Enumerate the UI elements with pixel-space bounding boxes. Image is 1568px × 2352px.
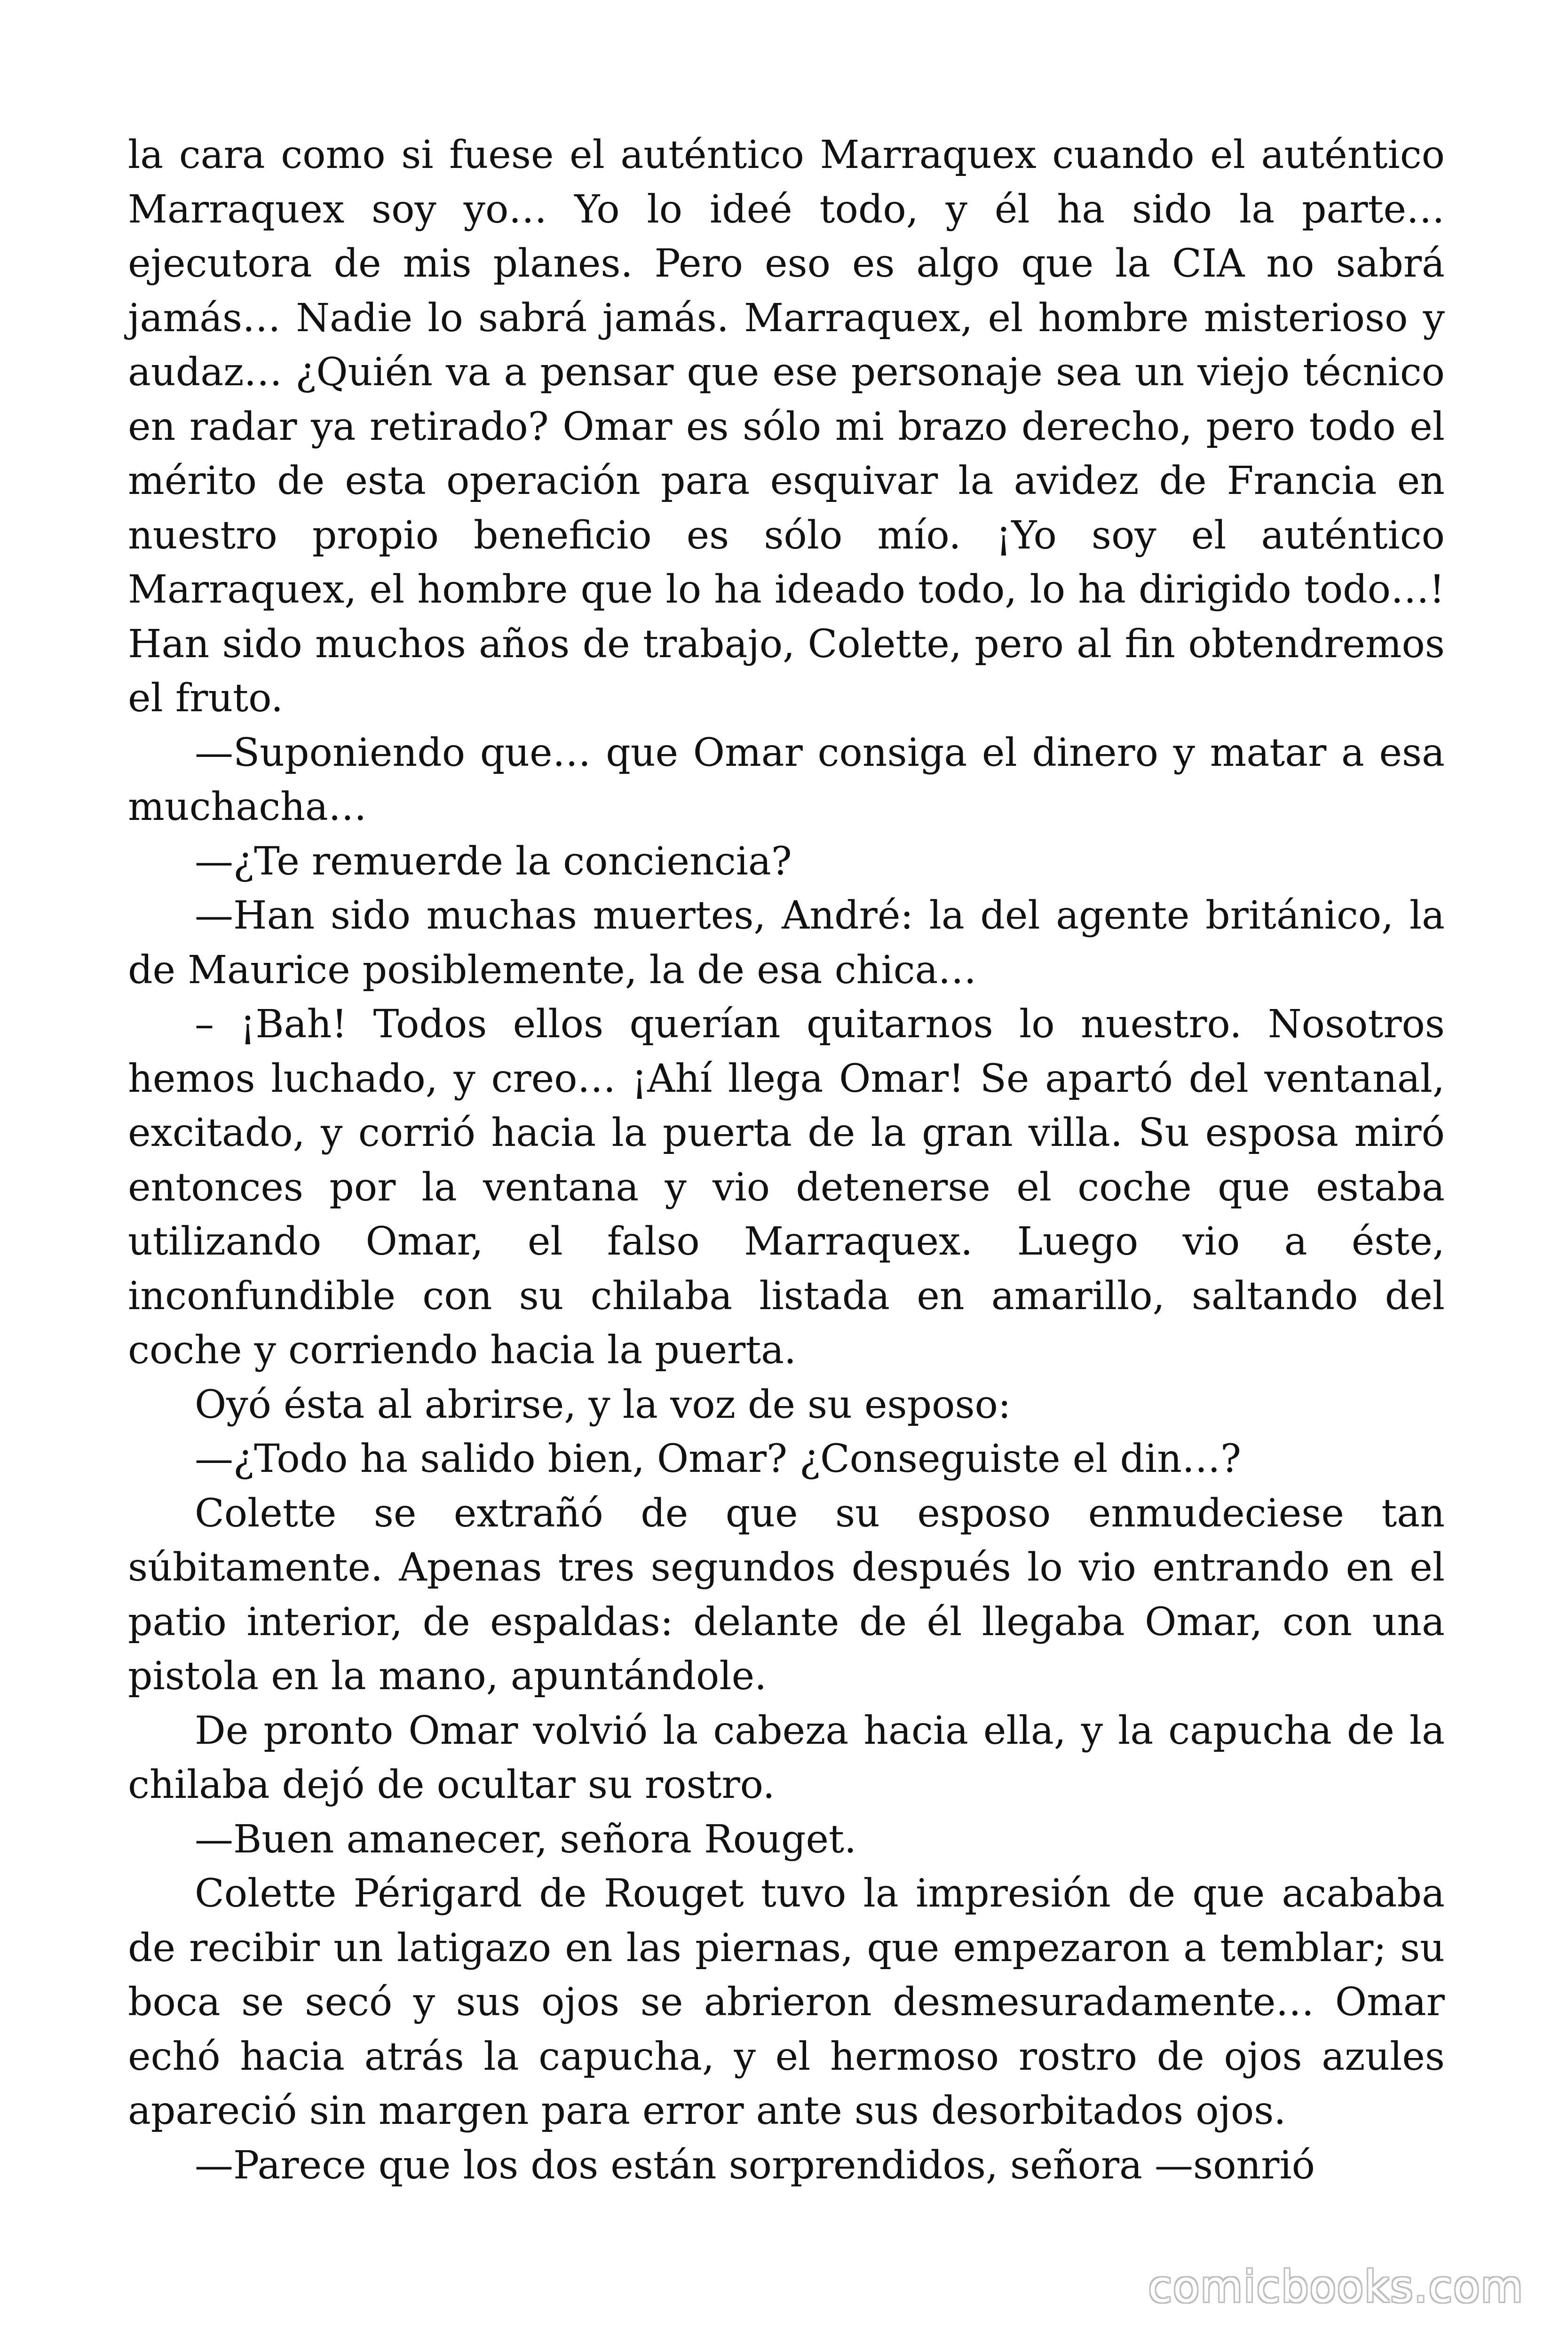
book-page-text [128,128,1445,2193]
paragraph-11: Colette Périgard de Rouget tuvo la impresión de que acababa de recibir un latigazo en las piernas, que empezaron a temblar; su boca se secó y sus ojos se abrieron desmesuradamente… Omar echó hacia atrás la capucha, y el hermoso rostro de ojos azules apareció sin margen para error ante sus desorbitados ojos. [128,1871,1445,2133]
watermark: comicbooks.com [1148,2262,1524,2312]
paragraph-8: Colette se extrañó de que su esposo enmudeciese tan súbitamente. Apenas tres segundos después lo vio entrando en el patio interior, de espaldas: delante de él llegaba Omar, con una pistola en la mano, apuntándole. [128,1491,1445,1699]
paragraph-1: la cara como si fuese el auténtico Marraquex cuando el auténtico Marraquex soy yo… Yo lo ideé todo, y él ha sido la parte… ejecutora de mis planes. Pero eso es algo que la CIA no sabrá jamás… Nadie lo sabrá jamás. Marraquex, el hombre misterioso y audaz… ¿Quién va a pensar que ese personaje sea un viejo técnico en radar ya retirado? Omar es sólo mi brazo derecho, pero todo el mérito de esta operación para esquivar la avidez de Francia en nuestro propio beneficio es sólo mío. ¡Yo soy el auténtico Marraquex, el hombre que lo ha ideado todo, lo ha dirigido todo…! Han sido muchos años de trabajo, Colette, pero al fin obtendremos el fruto. [128,133,1445,721]
paragraph-2: —Suponiendo que… que Omar consiga el dinero y matar a esa muchacha… [128,730,1445,829]
paragraph-5: – ¡Bah! Todos ellos querían quitarnos lo nuestro. Nosotros hemos luchado, y creo… ¡Ahí llega Omar! Se apartó del ventanal, excitado, y corrió hacia la puerta de la gran villa. Su esposa miró entonces por la ventana y vio detenerse el coche que estaba utilizando Omar, el falso Marraquex. Luego vio a éste, inconfundible con su chilaba listada en amarillo, saltando del coche y corriendo hacia la puerta. [128,1002,1445,1373]
paragraph-6: Oyó ésta al abrirse, y la voz de su esposo: [195,1382,1011,1427]
paragraph-10: —Buen amanecer, señora Rouget. [195,1817,857,1862]
paragraph-7: —¿Todo ha salido bien, Omar? ¿Conseguiste el din…? [195,1437,1241,1481]
paragraph-3: —¿Te remuerde la conciencia? [195,839,792,884]
paragraph-4: —Han sido muchas muertes, André: la del agente británico, la de Maurice posiblemente, la de esa chica… [128,893,1445,993]
paragraph-12: —Parece que los dos están sorprendidos, señora —sonrió [195,2143,1315,2188]
paragraph-9: De pronto Omar volvió la cabeza hacia ella, y la capucha de la chilaba dejó de ocultar su rostro. [128,1708,1445,1807]
